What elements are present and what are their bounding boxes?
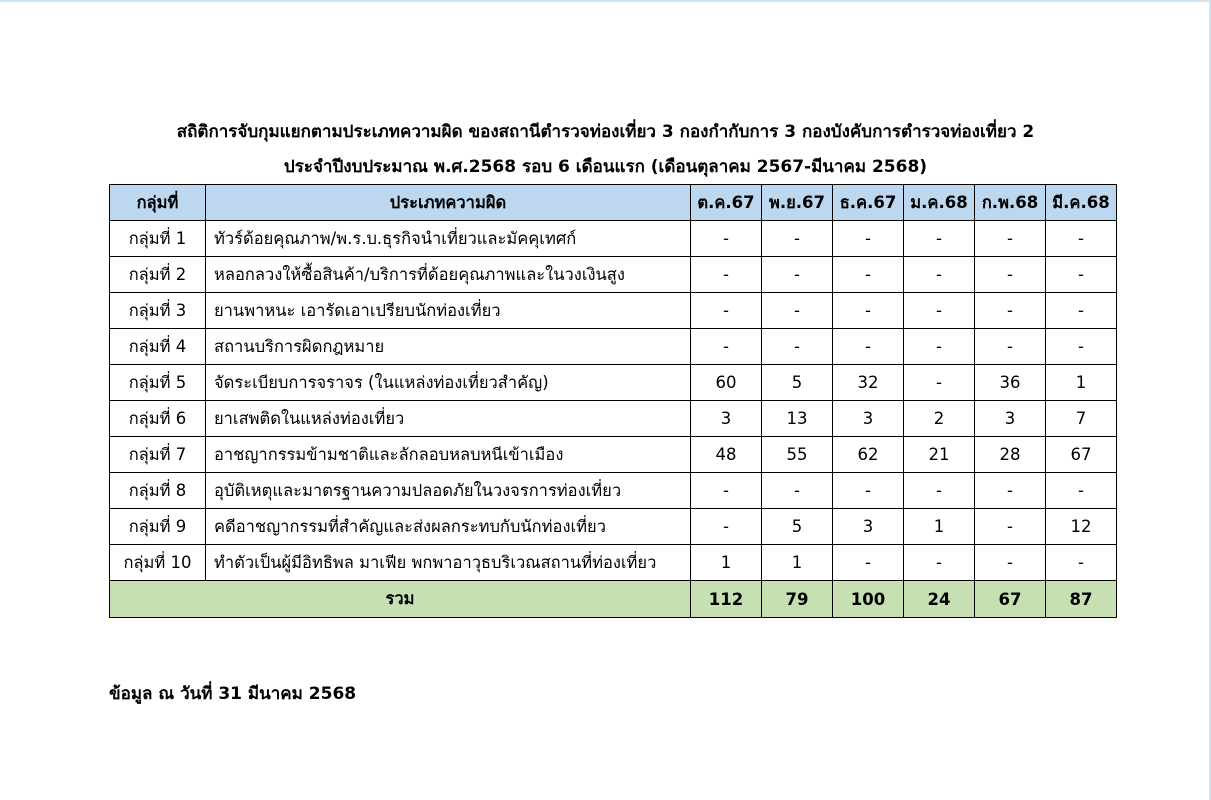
month-value-cell: 1 [762, 545, 833, 581]
month-value-cell: - [691, 293, 762, 329]
header-month-nov: พ.ย.67 [762, 185, 833, 221]
group-cell: กลุ่มที่ 7 [110, 437, 206, 473]
top-border-line [0, 0, 1211, 2]
offense-type-cell: อุบัติเหตุและมาตรฐานความปลอดภัยในวงจรการท่องเที่ยว [206, 473, 691, 509]
offense-type-cell: ทัวร์ด้อยคุณภาพ/พ.ร.บ.ธุรกิจนำเที่ยวและมัคคุเทศก์ [206, 221, 691, 257]
month-value-cell: - [833, 473, 904, 509]
month-value-cell: - [975, 473, 1046, 509]
month-value-cell: - [904, 365, 975, 401]
total-value: 112 [691, 581, 762, 618]
group-cell: กลุ่มที่ 10 [110, 545, 206, 581]
month-value-cell: 1 [904, 509, 975, 545]
data-date-note: ข้อมูล ณ วันที่ 31 มีนาคม 2568 [109, 684, 357, 704]
month-value-cell: - [904, 545, 975, 581]
header-month-jan: ม.ค.68 [904, 185, 975, 221]
month-value-cell: 21 [904, 437, 975, 473]
total-value: 87 [1046, 581, 1117, 618]
group-cell: กลุ่มที่ 2 [110, 257, 206, 293]
table-body [110, 221, 1117, 581]
group-cell: กลุ่มที่ 9 [110, 509, 206, 545]
table-header-row [110, 185, 1117, 221]
header-group: กลุ่มที่ [110, 185, 206, 221]
month-value-cell: - [1046, 545, 1117, 581]
table-row [110, 257, 1117, 293]
header-month-mar: มี.ค.68 [1046, 185, 1117, 221]
month-value-cell: - [975, 545, 1046, 581]
month-value-cell: - [1046, 473, 1117, 509]
month-value-cell: - [762, 221, 833, 257]
header-month-feb: ก.พ.68 [975, 185, 1046, 221]
month-value-cell: - [904, 257, 975, 293]
table-row [110, 221, 1117, 257]
month-value-cell: - [691, 509, 762, 545]
month-value-cell: 12 [1046, 509, 1117, 545]
month-value-cell: - [1046, 221, 1117, 257]
month-value-cell: - [691, 221, 762, 257]
group-cell: กลุ่มที่ 3 [110, 293, 206, 329]
statistics-table [109, 184, 1117, 618]
month-value-cell: 36 [975, 365, 1046, 401]
month-value-cell: 7 [1046, 401, 1117, 437]
month-value-cell: 13 [762, 401, 833, 437]
table-row [110, 437, 1117, 473]
offense-type-cell: จัดระเบียบการจราจร (ในแหล่งท่องเที่ยวสำคัญ) [206, 365, 691, 401]
offense-type-cell: อาชญากรรมข้ามชาติและลักลอบหลบหนีเข้าเมือง [206, 437, 691, 473]
month-value-cell: 67 [1046, 437, 1117, 473]
month-value-cell: - [904, 293, 975, 329]
header-offense-type: ประเภทความผิด [206, 185, 691, 221]
month-value-cell: - [691, 257, 762, 293]
month-value-cell: 48 [691, 437, 762, 473]
month-value-cell: 5 [762, 365, 833, 401]
header-month-oct: ต.ค.67 [691, 185, 762, 221]
total-value: 67 [975, 581, 1046, 618]
month-value-cell: 3 [833, 401, 904, 437]
month-value-cell: - [833, 257, 904, 293]
document-subtitle: ประจำปีงบประมาณ พ.ศ.2568 รอบ 6 เดือนแรก (เดือนตุลาคม 2567-มีนาคม 2568) [283, 157, 928, 177]
month-value-cell: - [975, 293, 1046, 329]
offense-type-cell: ยานพาหนะ เอารัดเอาเปรียบนักท่องเที่ยว [206, 293, 691, 329]
table-row [110, 473, 1117, 509]
month-value-cell: - [833, 545, 904, 581]
document-title: สถิติการจับกุมแยกตามประเภทความผิด ของสถานีตำรวจท่องเที่ยว 3 กองกำกับการ 3 กองบังคับการตำรวจท่องเที่ยว 2 [176, 122, 1035, 142]
month-value-cell: - [833, 221, 904, 257]
offense-type-cell: ยาเสพติดในแหล่งท่องเที่ยว [206, 401, 691, 437]
table-row [110, 365, 1117, 401]
table-row [110, 329, 1117, 365]
total-row [110, 581, 1117, 618]
total-value: 24 [904, 581, 975, 618]
group-cell: กลุ่มที่ 4 [110, 329, 206, 365]
total-value: 79 [762, 581, 833, 618]
group-cell: กลุ่มที่ 8 [110, 473, 206, 509]
offense-type-cell: คดีอาชญากรรมที่สำคัญและส่งผลกระทบกับนักท่องเที่ยว [206, 509, 691, 545]
month-value-cell: - [1046, 293, 1117, 329]
offense-type-cell: หลอกลวงให้ซื้อสินค้า/บริการที่ด้อยคุณภาพและในวงเงินสูง [206, 257, 691, 293]
month-value-cell: - [762, 257, 833, 293]
month-value-cell: 32 [833, 365, 904, 401]
month-value-cell: - [833, 293, 904, 329]
total-value: 100 [833, 581, 904, 618]
month-value-cell: - [975, 329, 1046, 365]
month-value-cell: - [1046, 329, 1117, 365]
month-value-cell: - [904, 329, 975, 365]
group-cell: กลุ่มที่ 1 [110, 221, 206, 257]
month-value-cell: 2 [904, 401, 975, 437]
month-value-cell: 3 [833, 509, 904, 545]
month-value-cell: - [833, 329, 904, 365]
table-row [110, 401, 1117, 437]
header-month-dec: ธ.ค.67 [833, 185, 904, 221]
month-value-cell: 1 [1046, 365, 1117, 401]
table-row [110, 293, 1117, 329]
month-value-cell: - [975, 509, 1046, 545]
month-value-cell: 3 [975, 401, 1046, 437]
month-value-cell: 60 [691, 365, 762, 401]
month-value-cell: - [691, 329, 762, 365]
month-value-cell: 1 [691, 545, 762, 581]
month-value-cell: - [691, 473, 762, 509]
month-value-cell: 3 [691, 401, 762, 437]
group-cell: กลุ่มที่ 6 [110, 401, 206, 437]
month-value-cell: - [975, 221, 1046, 257]
total-label: รวม [110, 581, 691, 618]
offense-type-cell: ทำตัวเป็นผู้มีอิทธิพล มาเฟีย พกพาอาวุธบริเวณสถานที่ท่องเที่ยว [206, 545, 691, 581]
table-row [110, 545, 1117, 581]
month-value-cell: - [762, 473, 833, 509]
month-value-cell: 55 [762, 437, 833, 473]
month-value-cell: - [904, 473, 975, 509]
month-value-cell: - [1046, 257, 1117, 293]
month-value-cell: 5 [762, 509, 833, 545]
month-value-cell: - [762, 329, 833, 365]
month-value-cell: - [975, 257, 1046, 293]
group-cell: กลุ่มที่ 5 [110, 365, 206, 401]
month-value-cell: - [762, 293, 833, 329]
month-value-cell: 62 [833, 437, 904, 473]
month-value-cell: - [904, 221, 975, 257]
offense-type-cell: สถานบริการผิดกฎหมาย [206, 329, 691, 365]
table-row [110, 509, 1117, 545]
month-value-cell: 28 [975, 437, 1046, 473]
